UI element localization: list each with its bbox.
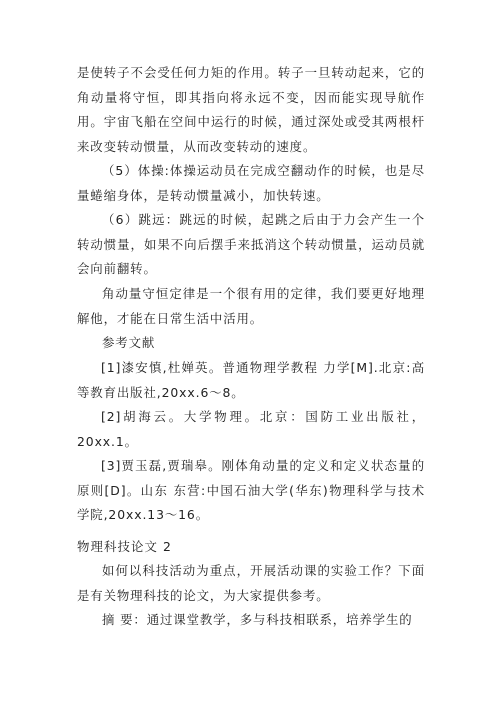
- reference-item-2: [2]胡海云。大学物理。北京：国防工业出版社，20xx.1。: [77, 409, 425, 449]
- paragraph-conclusion: 角动量守恒定律是一个很有用的定律，我们要更好地理解他，才能在日常生活中活用。: [77, 286, 425, 326]
- paragraph-long-jump: （6）跳远：跳远的时候，起跳之后由于力会产生一个转动惯量，如果不向后摆手来抵消这个转动惯量，运动员就会向前翻转。: [77, 212, 425, 277]
- reference-item-1: [1]漆安慎,杜婵英。普通物理学教程 力学[M].北京:高等教育出版社,20xx.6～8。: [77, 360, 425, 400]
- section-title: 物理科技论文 2: [77, 539, 172, 554]
- references-heading: 参考文献: [102, 335, 156, 350]
- reference-item-3: [3]贾玉磊,贾瑞皋。刚体角动量的定义和定义状态量的原则[D]。山东 东营:中国石油大学(华东)物理科学与技术学院,20xx.13～16。: [77, 458, 425, 523]
- paragraph-gymnastics: （5）体操:体操运动员在完成空翻动作的时候，也是尽量蜷缩身体，是转动惯量减小，加快转速。: [77, 163, 425, 203]
- paragraph-intro: 如何以科技活动为重点，开展活动课的实验工作？下面是有关物理科技的论文，为大家提供参考。: [77, 563, 425, 603]
- paragraph-gyroscope: 是使转子不会受任何力矩的作用。转子一旦转动起来，它的角动量将守恒，即其指向将永远不变，因而能实现导航作用。宇宙飞船在空间中运行的时候，通过深处或受其两根杆来改变转动惯量，从而改变转动的速度。: [77, 65, 425, 154]
- paragraph-abstract: 摘 要：通过课堂教学，多与科技相联系，培养学生的: [102, 612, 413, 627]
